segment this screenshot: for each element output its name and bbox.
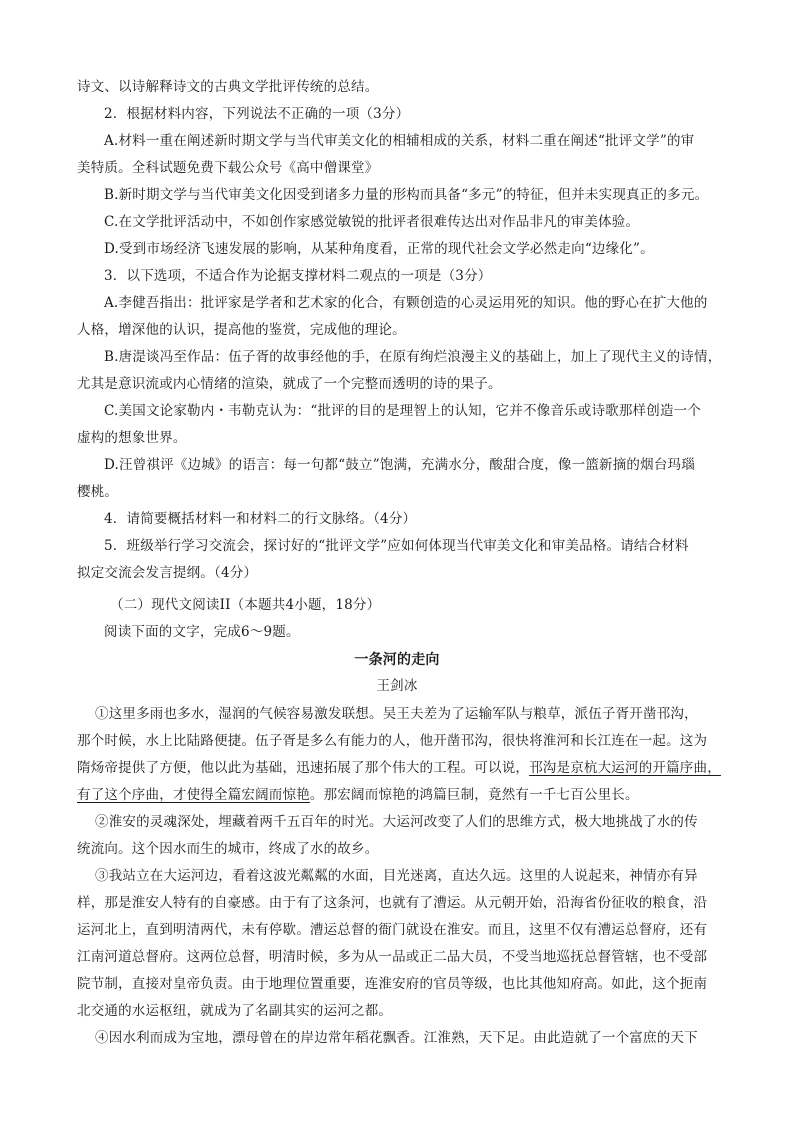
option-2c: C.在文学批评活动中，不如创作家感觉敏锐的批评者很难传达出对作品非凡的审美体验。 bbox=[104, 214, 640, 230]
paragraph-3-line: 院节制，直接对皇帝负责。由于地理位置重要，连淮安府的官员等级，也比其他知府高。如此，这个扼南 bbox=[77, 976, 708, 992]
paragraph-3-line: 江南河道总督府。这两位总督，明清时候，多为从一品或正二品大员，不受当地巡抚总督管辖，也不受部 bbox=[77, 949, 708, 965]
paragraph-1-line bbox=[77, 786, 639, 804]
paragraph-1-line: ①这里多雨也多水，湿润的气候容易激发联想。吴王夫差为了运输军队与粮草，派伍子胥开凿邗沟， bbox=[95, 706, 698, 722]
option-3b: B.唐湜谈冯至作品：伍子胥的故事经他的手，在原有绚烂浪漫主义的基础上，加上了现代主义的诗情， bbox=[104, 349, 722, 365]
text-line: 虚构的想象世界。 bbox=[77, 430, 187, 446]
question-4: 4．请简要概括材料一和材料二的行文脉络。（4分） bbox=[104, 511, 417, 527]
text-line: 拟定交流会发言提纲。（4分） bbox=[77, 565, 258, 581]
underlined-sentence: 邗沟是京杭大运河的开篇序曲， bbox=[529, 760, 721, 776]
paragraph-3-line: ③我站立在大运河边，看着这波光粼粼的水面，目光迷离，直达久远。这里的人说起来，神情亦有异 bbox=[95, 868, 698, 884]
plain-text: 。那宏阔而惊艳的鸿篇巨制，竟然有一千七百公里长。 bbox=[309, 787, 639, 803]
paragraph-1-line bbox=[77, 759, 721, 777]
paragraph-2-line: ②淮安的灵魂深处，埋藏着两千五百年的时光。大运河改变了人们的思维方式，极大地挑战了水的传 bbox=[95, 814, 698, 830]
text-line: 诗文、以诗解释诗文的古典文学批评传统的总结。 bbox=[77, 79, 379, 95]
question-5: 5．班级举行学习交流会，探讨好的“批评文学”应如何体现当代审美文化和审美品格。请结合材料 bbox=[104, 538, 689, 554]
text-line: 美特质。全科试题免费下载公众号《高中僧课堂》 bbox=[77, 160, 379, 176]
text-line: 樱桃。 bbox=[77, 484, 119, 500]
question-2: 2．根据材料内容，下列说法不正确的一项（3分） bbox=[104, 106, 410, 122]
paragraph-3-line: 北交通的水运枢纽，就成为了名副其实的运河之都。 bbox=[77, 1003, 393, 1019]
text-line: 人格，增深他的认识，提高他的鉴赏，完成他的理论。 bbox=[77, 322, 406, 338]
option-3d: D.汪曾祺评《边城》的语言：每一句都“鼓立”饱满，充满水分，酸甜合度，像一篮新摘的烟台玛瑙 bbox=[104, 457, 695, 473]
essay-author: 王剑冰 bbox=[376, 678, 418, 694]
paragraph-2-line: 统流向。这个因水而生的城市，终成了水的故乡。 bbox=[77, 841, 379, 857]
underlined-sentence: 有了这个序曲，才使得全篇宏阔而惊艳 bbox=[77, 787, 310, 803]
paragraph-1-line: 那个时候，水上比陆路便捷。伍子胥是多么有能力的人，他开凿邗沟，很快将淮河和长江连在一起。这为 bbox=[77, 733, 708, 749]
paragraph-4-line: ④因水利而成为宝地，漂母曾在的岸边常年稻花飘香。江淮熟，天下足。由此造就了一个富庶的天下 bbox=[95, 1030, 698, 1046]
paragraph-3-line: 样，那是淮安人特有的自豪感。由于有了这条河，也就有了漕运。从元朝开始，沿海省份征收的粮食，沿 bbox=[77, 895, 708, 911]
plain-text: 隋炀帝提供了方便，他以此为基础，迅速拓展了那个伟大的工程。可以说， bbox=[77, 760, 530, 776]
paragraph-3-line: 运河北上，直到明清两代，未有停歇。漕运总督的衙门就设在淮安。而且，这里不仅有漕运总督府，还有 bbox=[77, 922, 708, 938]
section-heading: （二）现代文阅读II（本题共4小题，18分） bbox=[110, 597, 381, 613]
text-line: 尤其是意识流或内心情绪的渲染，就成了一个完整而透明的诗的果子。 bbox=[77, 376, 502, 392]
option-2d: D.受到市场经济飞速发展的影响，从某种角度看，正常的现代社会文学必然走向“边缘化”。 bbox=[104, 241, 654, 257]
option-3a: A.李健吾指出：批评家是学者和艺术家的化合，有颗创造的心灵运用死的知识。他的野心在扩大他的 bbox=[104, 295, 708, 311]
option-2a: A.材料一重在阐述新时期文学与当代审美文化的相辅相成的关系，材料二重在阐述“批评文学”的审 bbox=[104, 133, 695, 149]
option-3c: C.美国文论家勒内・韦勒克认为：“批评的目的是理智上的认知，它并不像音乐或诗歌那样创造一个 bbox=[104, 403, 702, 419]
instruction: 阅读下面的文字，完成6～9题。 bbox=[104, 624, 300, 640]
essay-title: 一条河的走向 bbox=[354, 652, 440, 668]
question-3: 3．以下选项，不适合作为论据支撑材料二观点的一项是（3分） bbox=[104, 268, 492, 284]
option-2b: B.新时期文学与当代审美文化因受到诸多力量的形构而具备“多元”的特征，但并未实现真正的多元。 bbox=[104, 187, 709, 203]
